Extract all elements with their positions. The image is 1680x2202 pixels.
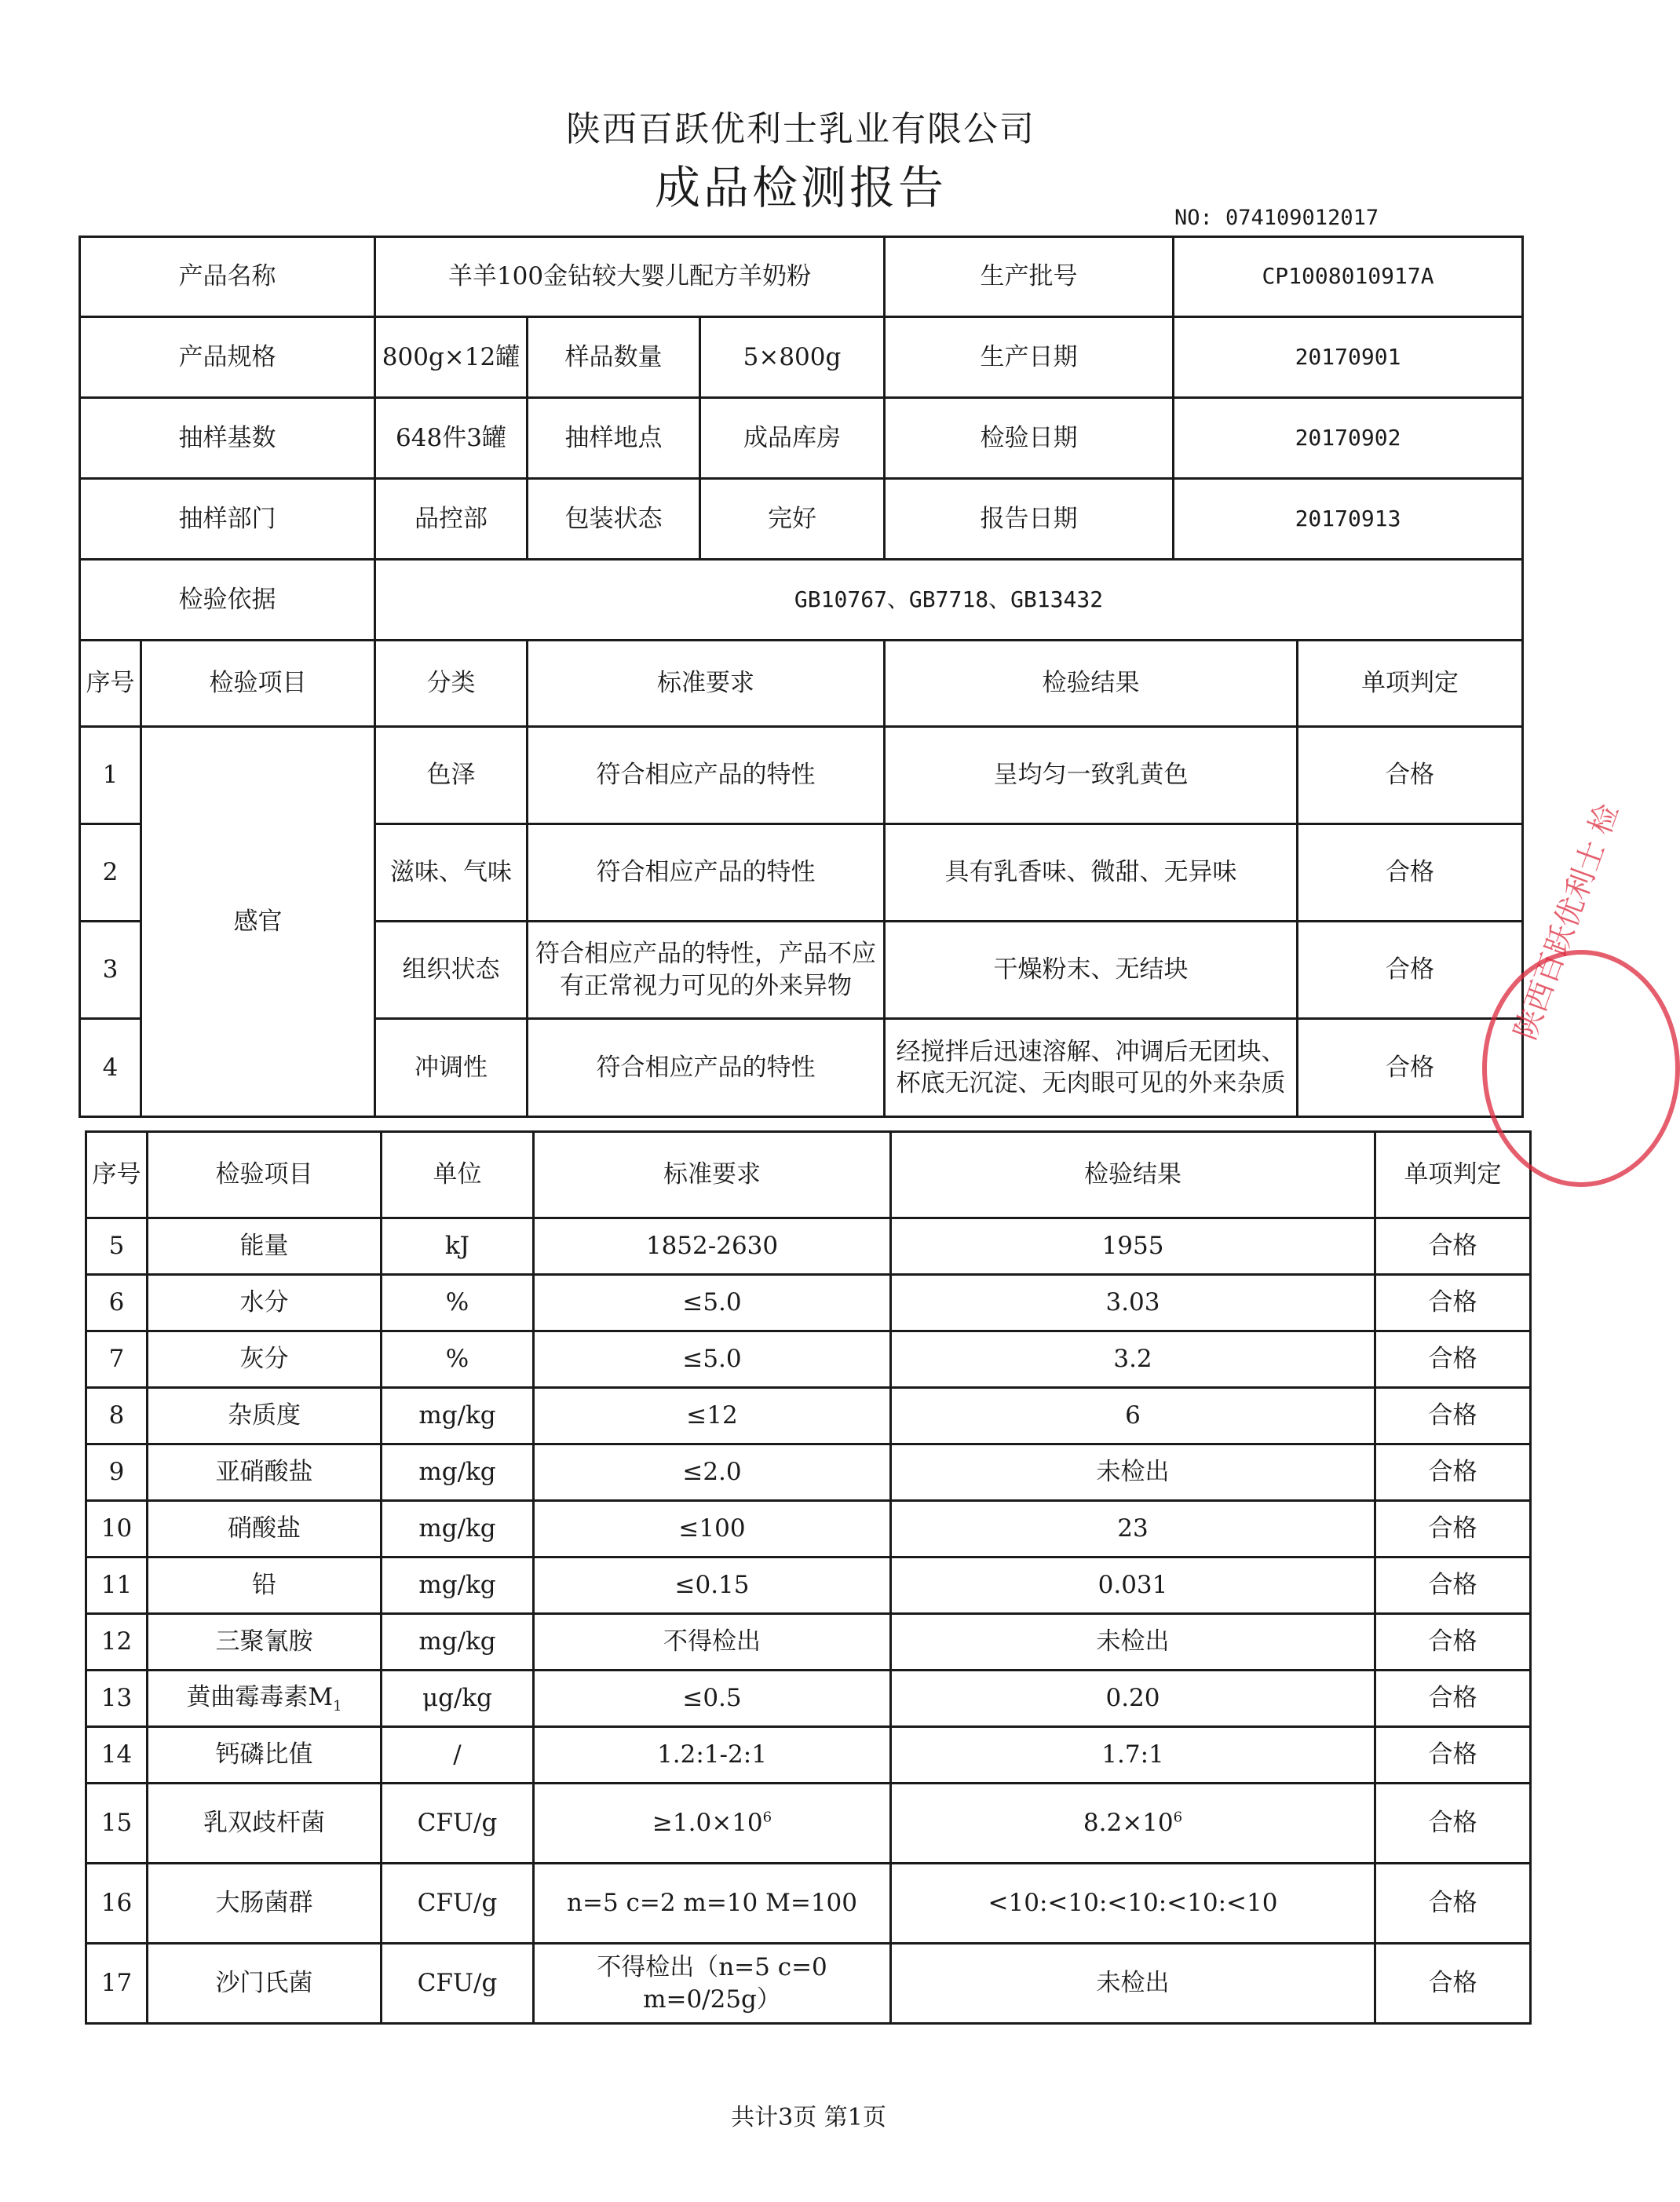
row-result-text: <10:<10:<10:<10:<10 xyxy=(988,1889,1278,1918)
row-standard-text: 1.2:1-2:1 xyxy=(657,1740,767,1769)
physchem-header-row xyxy=(86,1132,1531,1218)
row-no-text: 9 xyxy=(108,1458,125,1487)
row-item xyxy=(148,1614,382,1671)
table-row xyxy=(86,1388,1531,1444)
row-result xyxy=(891,1218,1375,1275)
row-item xyxy=(148,1388,382,1444)
header-unit: 单位 xyxy=(382,1132,534,1218)
header-no: 序号 xyxy=(86,1132,148,1218)
row-result xyxy=(891,1784,1375,1864)
row-no: 4 xyxy=(80,1019,141,1117)
sensory-header-row xyxy=(80,641,1523,727)
basis-value: GB10767、GB7718、GB13432 xyxy=(375,560,1523,641)
row-verdict-text: 合格 xyxy=(1428,1809,1477,1838)
row-result-text: 0.031 xyxy=(1097,1571,1168,1600)
row-unit xyxy=(382,1557,534,1614)
row-verdict-text: 合格 xyxy=(1428,1627,1477,1656)
row-result-text: 3.03 xyxy=(1105,1288,1160,1317)
row-result-text: 8.2×10 xyxy=(1083,1809,1174,1838)
row-unit-text: mg/kg xyxy=(418,1458,496,1487)
row-category: 滋味、气味 xyxy=(375,824,528,922)
place-value: 成品库房 xyxy=(700,398,885,479)
row-no xyxy=(86,1727,148,1784)
report-date-label: 报告日期 xyxy=(885,479,1174,560)
row-item-text: 杂质度 xyxy=(228,1401,301,1430)
row-result xyxy=(891,1501,1375,1557)
row-no-text: 10 xyxy=(100,1514,133,1543)
row-item xyxy=(148,1671,382,1727)
row-verdict xyxy=(1375,1944,1531,2024)
row-item-text: 三聚氰胺 xyxy=(215,1627,313,1656)
table-row xyxy=(86,1727,1531,1784)
basis-label: 检验依据 xyxy=(80,560,375,641)
row-no xyxy=(86,1614,148,1671)
page-footer: 共计3页 第1页 xyxy=(731,2104,886,2131)
row-verdict xyxy=(1375,1501,1531,1557)
row-no-text: 8 xyxy=(108,1401,125,1430)
row-result xyxy=(891,1727,1375,1784)
row-unit-text: / xyxy=(453,1740,462,1769)
sample-qty-value: 5×800g xyxy=(700,317,885,398)
header-verdict: 单项判定 xyxy=(1298,641,1523,727)
row-verdict xyxy=(1375,1388,1531,1444)
row-no xyxy=(86,1784,148,1864)
row-standard xyxy=(534,1501,891,1557)
sensory-group-label: 感官 xyxy=(141,727,375,1117)
row-item-text: 钙磷比值 xyxy=(215,1740,313,1769)
row-standard xyxy=(534,1218,891,1275)
row-verdict: 合格 xyxy=(1298,727,1523,824)
row-item xyxy=(148,1218,382,1275)
row-unit xyxy=(382,1501,534,1557)
row-standard-text: 不得检出（n=5 c=0 m=0/25g） xyxy=(597,1953,827,2014)
row-result xyxy=(891,1388,1375,1444)
row-no-text: 6 xyxy=(108,1288,125,1317)
row-item-subscript: 1 xyxy=(333,1697,342,1714)
row-verdict-text: 合格 xyxy=(1428,1458,1477,1487)
row-item xyxy=(148,1944,382,2024)
row-standard xyxy=(534,1784,891,1864)
row-result-text: 未检出 xyxy=(1096,1458,1170,1487)
inspect-date-value: 20170902 xyxy=(1174,398,1523,479)
row-verdict xyxy=(1375,1727,1531,1784)
row-item xyxy=(148,1501,382,1557)
row-item xyxy=(148,1784,382,1864)
pack-label: 包装状态 xyxy=(528,479,700,560)
row-result xyxy=(891,1275,1375,1331)
row-verdict-text: 合格 xyxy=(1428,1969,1477,1998)
row-verdict xyxy=(1375,1331,1531,1388)
row-result-text: 1955 xyxy=(1101,1232,1164,1261)
row-no-text: 13 xyxy=(100,1684,133,1713)
row-item-text: 水分 xyxy=(239,1288,289,1317)
row-unit xyxy=(382,1671,534,1727)
row-unit xyxy=(382,1944,534,2024)
table-row xyxy=(86,1218,1531,1275)
row-unit-text: mg/kg xyxy=(418,1571,496,1600)
row-verdict xyxy=(1375,1557,1531,1614)
row-no xyxy=(86,1218,148,1275)
row-standard-text: ≤2.0 xyxy=(682,1458,742,1487)
table-row xyxy=(86,1331,1531,1388)
row-no xyxy=(86,1388,148,1444)
row-item-text: 灰分 xyxy=(239,1345,289,1374)
row-unit-text: % xyxy=(445,1288,469,1317)
row-no xyxy=(86,1501,148,1557)
row-standard xyxy=(534,1331,891,1388)
row-no-text: 7 xyxy=(108,1345,125,1374)
row-no-text: 11 xyxy=(100,1571,133,1600)
row-no-text: 16 xyxy=(100,1889,133,1918)
table-row xyxy=(86,1671,1531,1727)
table-row xyxy=(86,1501,1531,1557)
row-standard xyxy=(534,1944,891,2024)
row-verdict-text: 合格 xyxy=(1428,1345,1477,1374)
row-no: 3 xyxy=(80,922,141,1019)
row-dept xyxy=(80,479,1523,560)
row-result-text: 1.7:1 xyxy=(1101,1740,1164,1769)
row-no xyxy=(86,1331,148,1388)
row-no xyxy=(86,1864,148,1944)
header-item: 检验项目 xyxy=(148,1132,382,1218)
row-verdict xyxy=(1375,1864,1531,1944)
row-standard: 符合相应产品的特性 xyxy=(528,824,885,922)
row-unit-text: CFU/g xyxy=(417,1969,498,1998)
row-unit xyxy=(382,1727,534,1784)
table-row xyxy=(86,1275,1531,1331)
table-row xyxy=(80,727,1523,824)
row-standard-text: 1852-2630 xyxy=(645,1232,779,1261)
row-verdict-text: 合格 xyxy=(1428,1401,1477,1430)
row-verdict: 合格 xyxy=(1298,1019,1523,1117)
row-result: 干燥粉末、无结块 xyxy=(885,922,1298,1019)
row-standard xyxy=(534,1614,891,1671)
row-result xyxy=(891,1671,1375,1727)
row-standard-text: ≤0.5 xyxy=(682,1684,742,1713)
row-standard-text: ≤5.0 xyxy=(682,1345,742,1374)
row-item-text: 乳双歧杆菌 xyxy=(203,1809,325,1838)
row-item-text: 能量 xyxy=(239,1232,289,1261)
row-no xyxy=(86,1671,148,1727)
row-no xyxy=(86,1557,148,1614)
row-item-text: 大肠菌群 xyxy=(215,1889,313,1918)
row-standard xyxy=(534,1388,891,1444)
row-verdict xyxy=(1375,1671,1531,1727)
row-result: 呈均匀一致乳黄色 xyxy=(885,727,1298,824)
row-standard xyxy=(534,1444,891,1501)
row-item xyxy=(148,1444,382,1501)
header-standard: 标准要求 xyxy=(528,641,885,727)
row-unit xyxy=(382,1784,534,1864)
product-name-value: 羊羊100金钻较大婴儿配方羊奶粉 xyxy=(375,237,885,317)
sample-qty-label: 样品数量 xyxy=(528,317,700,398)
product-name-label: 产品名称 xyxy=(80,237,375,317)
header-no: 序号 xyxy=(80,641,141,727)
row-verdict-text: 合格 xyxy=(1428,1288,1477,1317)
row-result xyxy=(891,1444,1375,1501)
row-product-name xyxy=(80,237,1523,317)
row-result xyxy=(891,1557,1375,1614)
physchem-table xyxy=(85,1130,1532,2025)
dept-value: 品控部 xyxy=(375,479,528,560)
row-basis xyxy=(80,560,1523,641)
row-result-text: 0.20 xyxy=(1105,1684,1160,1713)
company-name: 陕西百跃优利士乳业有限公司 xyxy=(566,109,1035,149)
row-item xyxy=(148,1557,382,1614)
batch-label: 生产批号 xyxy=(885,237,1174,317)
row-standard-text: ≤12 xyxy=(686,1401,738,1430)
batch-value: CP1008010917A xyxy=(1174,237,1523,317)
row-item xyxy=(148,1275,382,1331)
row-standard xyxy=(534,1864,891,1944)
table-row xyxy=(86,1944,1531,2024)
document-number: NO: 074109012017 xyxy=(1174,206,1379,230)
row-result-text: 未检出 xyxy=(1096,1627,1170,1656)
report-title: 成品检测报告 xyxy=(654,161,947,214)
table-row xyxy=(86,1444,1531,1501)
row-standard-text: ≤0.15 xyxy=(674,1571,750,1600)
row-result-text: 23 xyxy=(1117,1514,1149,1543)
row-standard: 符合相应产品的特性，产品不应有正常视力可见的外来异物 xyxy=(528,922,885,1019)
row-verdict: 合格 xyxy=(1298,824,1523,922)
row-result-text: 未检出 xyxy=(1096,1969,1170,1998)
row-unit xyxy=(382,1444,534,1501)
base-label: 抽样基数 xyxy=(80,398,375,479)
row-verdict-text: 合格 xyxy=(1428,1740,1477,1769)
row-unit-text: μg/kg xyxy=(422,1684,493,1713)
row-no-text: 15 xyxy=(100,1809,133,1838)
seal-text: 陕西百跃优利士 检 xyxy=(1507,799,1625,1045)
row-result: 具有乳香味、微甜、无异味 xyxy=(885,824,1298,922)
row-unit-text: % xyxy=(445,1345,469,1374)
header-item: 检验项目 xyxy=(141,641,375,727)
row-standard: 符合相应产品的特性 xyxy=(528,727,885,824)
row-unit-text: kJ xyxy=(444,1232,470,1261)
company-seal xyxy=(1482,799,1680,1187)
row-item xyxy=(148,1727,382,1784)
row-standard-superscript: 6 xyxy=(762,1809,772,1827)
row-unit xyxy=(382,1614,534,1671)
header-verdict: 单项判定 xyxy=(1375,1132,1531,1218)
spec-label: 产品规格 xyxy=(80,317,375,398)
row-result xyxy=(891,1944,1375,2024)
row-result xyxy=(891,1864,1375,1944)
row-no-text: 14 xyxy=(100,1740,133,1769)
row-standard xyxy=(534,1557,891,1614)
row-item xyxy=(148,1331,382,1388)
row-verdict-text: 合格 xyxy=(1428,1571,1477,1600)
row-unit-text: mg/kg xyxy=(418,1627,496,1656)
row-unit xyxy=(382,1388,534,1444)
row-verdict-text: 合格 xyxy=(1428,1232,1477,1261)
row-verdict xyxy=(1375,1444,1531,1501)
row-unit xyxy=(382,1331,534,1388)
row-unit xyxy=(382,1864,534,1944)
row-no-text: 17 xyxy=(100,1969,133,1998)
row-standard-text: n=5 c=2 m=10 M=100 xyxy=(567,1889,857,1918)
row-result xyxy=(891,1331,1375,1388)
row-item-text: 亚硝酸盐 xyxy=(215,1458,313,1487)
row-standard xyxy=(534,1727,891,1784)
table-row xyxy=(86,1614,1531,1671)
header-standard: 标准要求 xyxy=(534,1132,891,1218)
table-row xyxy=(86,1784,1531,1864)
row-result-superscript: 6 xyxy=(1173,1809,1183,1827)
prod-date-value: 20170901 xyxy=(1174,317,1523,398)
row-no xyxy=(86,1275,148,1331)
row-standard xyxy=(534,1275,891,1331)
row-result-text: 6 xyxy=(1125,1401,1141,1430)
table-row xyxy=(86,1864,1531,1944)
row-no-text: 12 xyxy=(100,1627,133,1656)
row-verdict-text: 合格 xyxy=(1428,1684,1477,1713)
prod-date-label: 生产日期 xyxy=(885,317,1174,398)
row-no-text: 5 xyxy=(108,1232,125,1261)
info-sensory-table xyxy=(79,236,1524,1118)
row-verdict xyxy=(1375,1614,1531,1671)
row-sampling-base xyxy=(80,398,1523,479)
row-item-text: 黄曲霉毒素M xyxy=(186,1682,334,1711)
header-category: 分类 xyxy=(375,641,528,727)
row-result xyxy=(891,1614,1375,1671)
row-unit-text: mg/kg xyxy=(418,1514,496,1543)
row-unit xyxy=(382,1275,534,1331)
row-standard-text: 不得检出 xyxy=(663,1627,761,1656)
row-item-text: 硝酸盐 xyxy=(228,1514,301,1543)
row-unit-text: mg/kg xyxy=(418,1401,496,1430)
row-item-text: 铅 xyxy=(252,1571,276,1600)
row-no: 2 xyxy=(80,824,141,922)
report-date-value: 20170913 xyxy=(1174,479,1523,560)
row-no xyxy=(86,1944,148,2024)
row-standard: 符合相应产品的特性 xyxy=(528,1019,885,1117)
spec-value: 800g×12罐 xyxy=(375,317,528,398)
row-item-text: 沙门氏菌 xyxy=(215,1969,313,1998)
row-standard-text: ≤100 xyxy=(678,1514,746,1543)
row-unit xyxy=(382,1218,534,1275)
row-item xyxy=(148,1864,382,1944)
row-category: 色泽 xyxy=(375,727,528,824)
header-result: 检验结果 xyxy=(891,1132,1375,1218)
row-category: 组织状态 xyxy=(375,922,528,1019)
pack-value: 完好 xyxy=(700,479,885,560)
row-verdict-text: 合格 xyxy=(1428,1889,1477,1918)
header-result: 检验结果 xyxy=(885,641,1298,727)
dept-label: 抽样部门 xyxy=(80,479,375,560)
row-result-text: 3.2 xyxy=(1113,1345,1152,1374)
inspect-date-label: 检验日期 xyxy=(885,398,1174,479)
row-category: 冲调性 xyxy=(375,1019,528,1117)
row-verdict-text: 合格 xyxy=(1428,1514,1477,1543)
row-spec xyxy=(80,317,1523,398)
row-standard-text: ≤5.0 xyxy=(682,1288,742,1317)
row-unit-text: CFU/g xyxy=(417,1889,498,1918)
row-verdict xyxy=(1375,1218,1531,1275)
row-no xyxy=(86,1444,148,1501)
row-result: 经搅拌后迅速溶解、冲调后无团块、杯底无沉淀、无肉眼可见的外来杂质 xyxy=(885,1019,1298,1117)
row-no: 1 xyxy=(80,727,141,824)
row-verdict xyxy=(1375,1275,1531,1331)
base-value: 648件3罐 xyxy=(375,398,528,479)
table-row xyxy=(86,1557,1531,1614)
place-label: 抽样地点 xyxy=(528,398,700,479)
row-unit-text: CFU/g xyxy=(417,1809,498,1838)
row-verdict: 合格 xyxy=(1298,922,1523,1019)
row-standard-text: ≥1.0×10 xyxy=(652,1809,763,1838)
row-standard xyxy=(534,1671,891,1727)
row-verdict xyxy=(1375,1784,1531,1864)
